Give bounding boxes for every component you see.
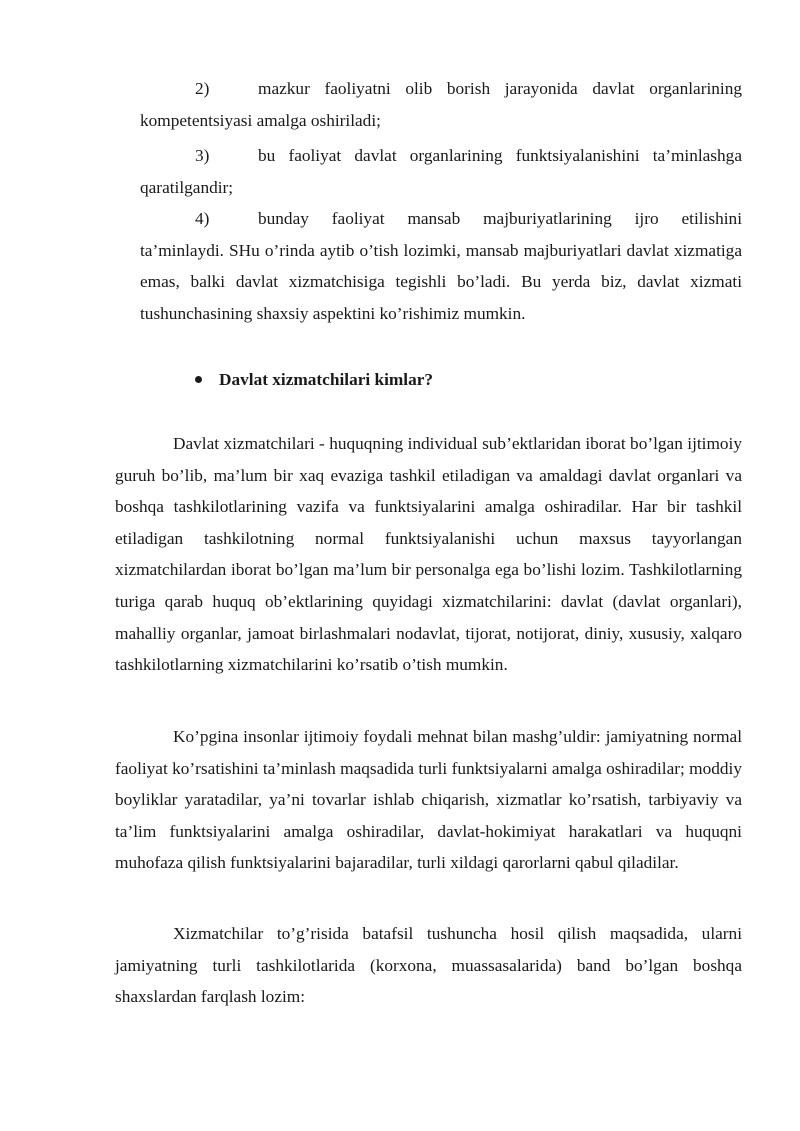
list-item-4 [140, 203, 742, 329]
paragraph-3: Xizmatchilar to’g’risida batafsil tushuncha hosil qilish maqsadida, ularni jamiyatning turli tashkilotlarida (korxona, muassasalarida) band bo’lgan boshqa shaxslardan farqlash lozim: [115, 924, 742, 1007]
list-number: 4) [195, 209, 210, 228]
list-text-continuation: ta’minlaydi. SHu o’rinda aytib o’tish lozimki, mansab majburiyatlari davlat xizmatiga emas, balki davlat xizmatchisiga tegishli bo’ladi. Bu yerda biz, davlat xizmati tushunchasining shaxsiy aspektini ko’rishimiz mumkin. [140, 240, 742, 323]
list-text-continuation: qaratilgandir; [140, 177, 234, 197]
list-item-2 [140, 73, 742, 136]
list-text-continuation: kompetentsiyasi amalga oshiriladi; [140, 110, 381, 130]
list-number: 3) [195, 146, 210, 165]
paragraph-2: Ko’pgina insonlar ijtimoiy foydali mehnat bilan mashg’uldir: jamiyatning normal faoliyat ko’rsatishini ta’minlash maqsadida turli funktsiyalarni amalga oshiradilar; moddiy boyliklar yaratadilar, ya’ni tovarlar ishlab chiqarish, xizmatlar ko’rsatish, tarbiyaviy va ta’lim funktsiyalarini amalga oshiradilar, davlat-hokimiyat harakatlari va huquqni muhofaza qilish funktsiyalarini bajaradilar, turli xildagi qarorlarni qabul qiladilar. [115, 727, 742, 873]
list-text-first-line: mazkur faoliyatni olib borish jarayonida davlat organlarining [258, 79, 742, 98]
bullet-icon [195, 376, 202, 383]
list-text-first-line: bunday faoliyat mansab majburiyatlarining ijro etilishini [258, 209, 742, 228]
list-number: 2) [195, 79, 210, 98]
paragraph-1: Davlat xizmatchilari - huquqning individual sub’ektlaridan iborat bo’lgan ijtimoiy guruh bo’lib, ma’lum bir xaq evaziga tashkil etiladigan va amaldagi davlat organlari va boshqa tashkilotlarining vazifa va funktsiyalarini amalga oshiradilar. Har bir tashkil etiladigan tashkilotning normal funktsiyalanishi uchun maxsus tayyorlangan xizmatchilardan iborat bo’lgan ma’lum bir personalga ega bo’lishi lozim. Tashkilotlarning turiga qarab huquq ob’ektlarining quyidagi xizmatchilarini: davlat (davlat organlari), mahalliy organlar, jamoat birlashmalari nodavlat, tijorat, notijorat, diniy, xususiy, xalqaro tashkilotlarning xizmatchilarini ko’rsatib o’tish mumkin. [115, 434, 742, 675]
section-heading [195, 366, 433, 394]
list-item-3 [140, 140, 742, 203]
section-heading-text: Davlat xizmatchilari kimlar? [219, 370, 434, 389]
list-text-first-line: bu faoliyat davlat organlarining funktsiyalanishini ta’minlashga [258, 146, 742, 165]
